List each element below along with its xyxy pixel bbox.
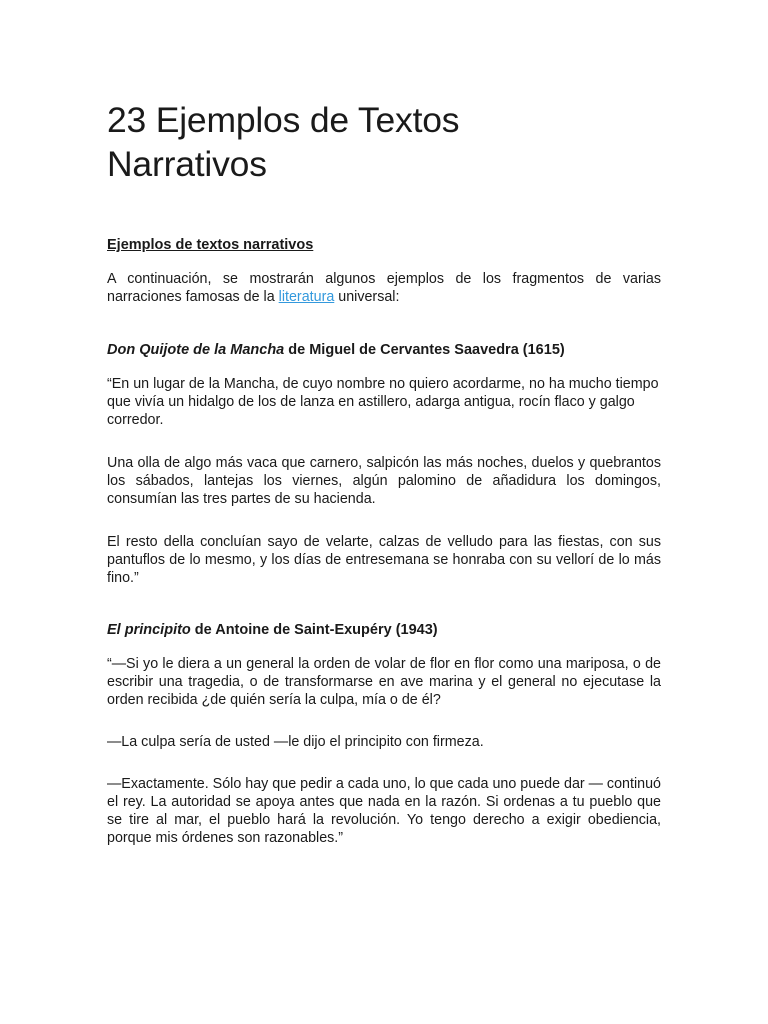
document-page — [107, 98, 661, 847]
work-byline-principito: de Antoine de Saint-Exupéry (1943) — [190, 622, 438, 638]
principito-paragraph-3: —Exactamente. Sólo hay que pedir a cada uno, lo que cada uno puede dar — continuó el rey. La autoridad se apoya antes que nada en la razón. Si ordenas a tu pueblo que se tire al mar, el pueblo hará la revolución. Yo tengo derecho a exigir obediencia, porque mis órdenes son razonables.” — [107, 776, 661, 846]
intro-text-after-link: universal: — [334, 289, 400, 305]
quijote-paragraph-1: “En un lugar de la Mancha, de cuyo nombre no quiero acordarme, no ha mucho tiempo que vivía un hidalgo de los de lanza en astillero, adarga antigua, rocín flaco y galgo corredor. — [107, 376, 659, 428]
intro-paragraph — [107, 270, 661, 306]
quijote-paragraph-3: El resto della concluían sayo de velarte, calzas de velludo para las fiestas, con sus pantuflos de lo mesmo, y los días de entresemana se honraba con su vellorí de lo más fino.” — [107, 534, 661, 586]
principito-paragraph-2: —La culpa sería de usted —le dijo el principito con firmeza. — [107, 734, 484, 750]
work-byline-quijote: de Miguel de Cervantes Saavedra (1615) — [284, 342, 565, 358]
quijote-paragraph-2: Una olla de algo más vaca que carnero, salpicón las más noches, duelos y quebrantos los sábados, lantejas los viernes, algún palomino de añadidura los domingos, consumían las tres partes de su hacienda. — [107, 455, 661, 507]
work-title-quijote: Don Quijote de la Mancha — [107, 342, 285, 358]
work-title-principito: El principito — [107, 622, 191, 638]
work-heading-quijote — [107, 341, 661, 359]
principito-paragraph-1: “—Si yo le diera a un general la orden de volar de flor en flor como una mariposa, o de escribir una tragedia, o de transformarse en ave marina y el general no ejecutase la orden recibida ¿de quién sería la culpa, mía o de él? — [107, 656, 661, 708]
document-title-line-2: Narrativos — [107, 144, 267, 184]
intro-text-before-link: A continuación, se mostrarán algunos ejemplos de los fragmentos de varias narraciones famosas de la — [107, 271, 661, 305]
section-heading: Ejemplos de textos narrativos — [107, 237, 314, 253]
work-heading-principito — [107, 621, 661, 639]
document-title — [107, 98, 661, 186]
document-title-line-1: 23 Ejemplos de Textos — [107, 100, 460, 140]
literatura-link[interactable]: literatura — [278, 289, 335, 305]
